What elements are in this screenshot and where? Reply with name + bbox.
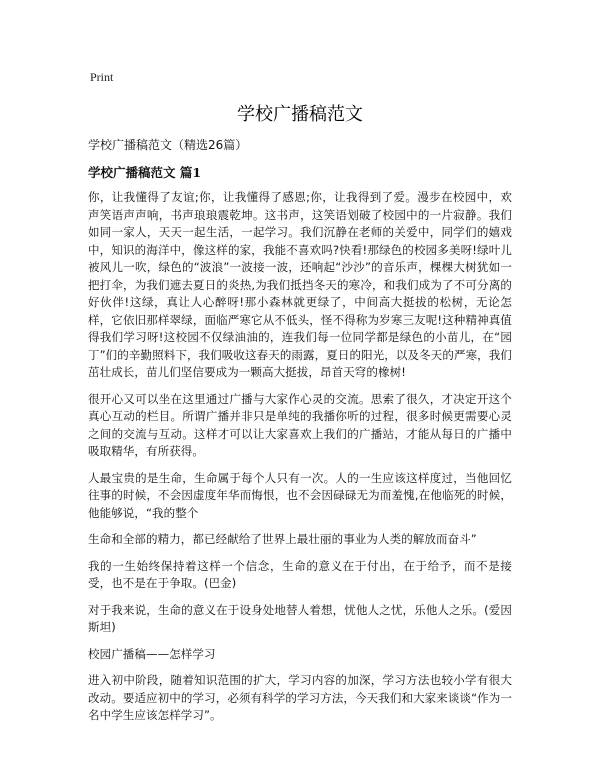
article-body: [88, 136, 512, 734]
paragraph: 人最宝贵的是生命，生命属于每个人只有一次。人的一生应该这样度过，当他回忆往事的时候，不会因虚度年华而悔恨，也不会因碌碌无为而羞愧,在他临死的时候，他能够说，“我的整个: [88, 470, 512, 520]
paragraph: 对于我来说，生命的意义在于设身处地替人着想，忧他人之忧，乐他人之乐。(爱因斯坦): [88, 602, 512, 634]
paragraph: 校园广播稿——怎样学习: [88, 646, 216, 661]
article-subtitle: 学校广播稿范文（精选26篇）: [88, 138, 248, 152]
paragraph: 进入初中阶段，随着知识范围的扩大，学习内容的加深，学习方法也较小学有很大改动。要适应初中的学习，必须有科学的学习方法，今天我们和大家来谈谈“作为一名中学生应该怎样学习”。: [88, 673, 512, 722]
section-title: 学校广播稿范文 篇1: [88, 165, 202, 180]
page-title: 学校广播稿范文: [237, 104, 363, 125]
paragraph: 你，让我懂得了友谊;你，让我懂得了感恩;你，让我得到了爱。漫步在校园中，欢声笑语声声响，书声琅琅震乾坤。这书声，这笑语划破了校园中的一片寂静。我们如同一家人，天天一起生活，一起学习。我们沉静在老师的关爱中，同学们的嬉戏中，知识的海洋中，像这样的家，我能不喜欢吗?快看!那绿色的校园多美呀!绿叶儿被风儿一吹，绿色的“波浪”一波接一波，还响起“沙沙”的音乐声，棵棵大树犹如一把打伞，为我们遮去夏日的炎热,为我们抵挡冬天的寒冷，和我们成为了不可分离的好伙伴!这绿，真让人心醉呀!那小森林就更绿了，中间高大挺拔的松树，无论怎样，它依旧那样翠绿，面临严寒它从不低头，怪不得称为岁寒三友呢!这种精神真值得我们学习呀!这校园不仅绿油油的，连我们每一位同学都是绿色的小苗儿，在“园丁”们的辛勤照料下，我们吸收这春天的雨露，夏日的阳光，以及冬天的严寒，我们茁壮成长，苗儿们坚信要成为一颗高大挺拔，昂首天穹的橡树!: [88, 190, 512, 379]
paragraph: 很开心又可以坐在这里通过广播与大家作心灵的交流。思索了很久，才决定开这个真心互动的栏目。所谓广播并非只是单纯的我播你听的过程，很多时候更需要心灵之间的交流与互动。这样才可以让大家喜欢上我们的广播站，才能从每日的广播中吸取精华，有所获得。: [88, 391, 512, 458]
print-link[interactable]: Print: [90, 70, 114, 84]
paragraph: 我的一生始终保持着这样一个信念，生命的意义在于付出，在于给予，而不是接受，也不是在于争取。(巴金): [88, 558, 512, 590]
paragraph: 生命和全部的精力，都已经献给了世界上最壮丽的事业为人类的解放而奋斗”: [88, 532, 477, 546]
